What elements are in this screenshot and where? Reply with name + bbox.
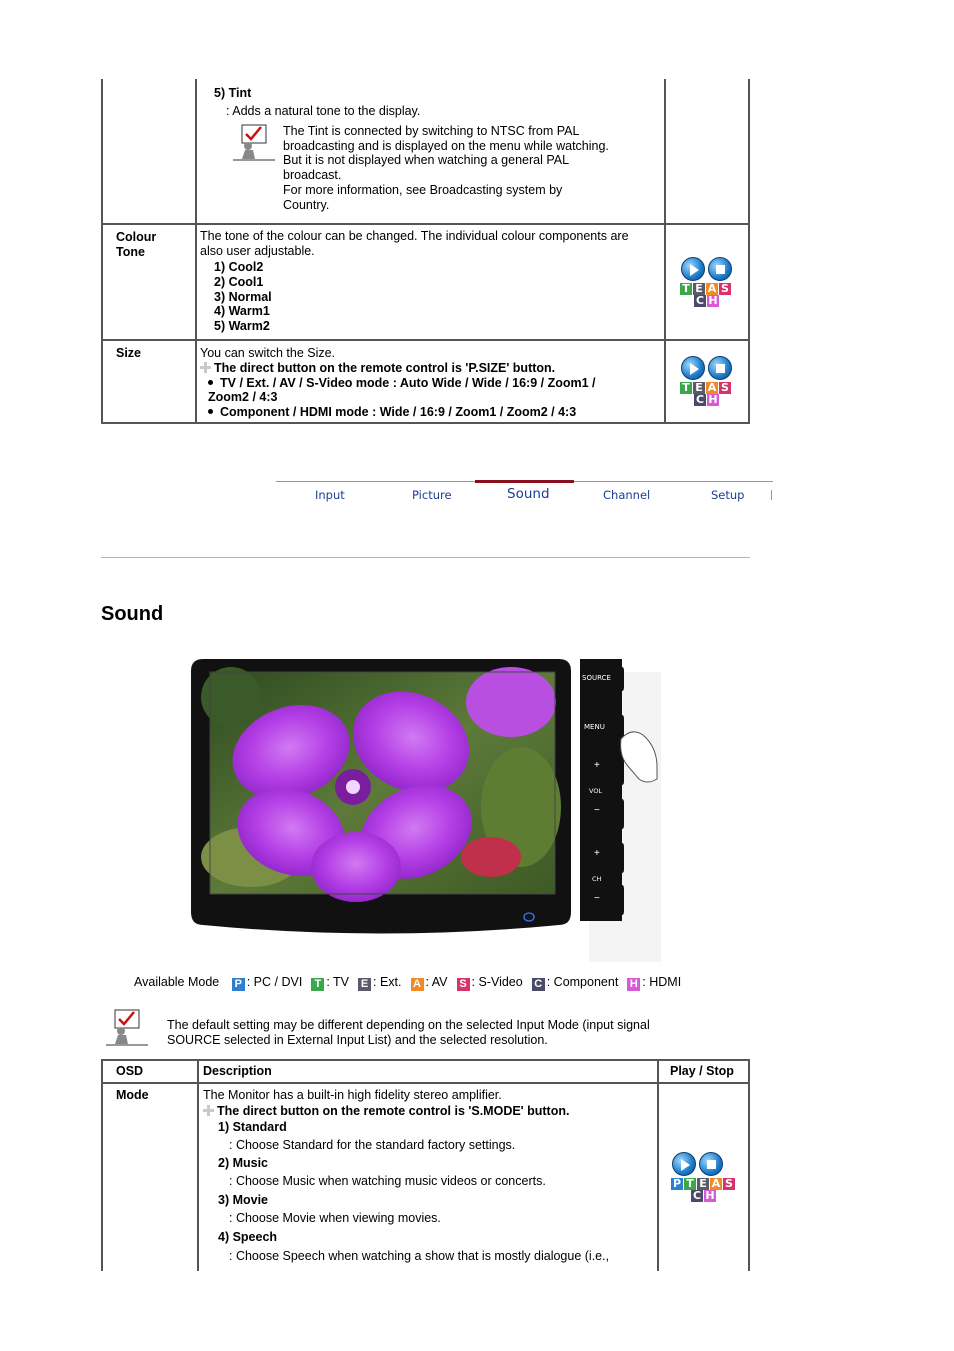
menu-button[interactable]: MENU xyxy=(584,723,605,731)
mode-item-title: 2) Music xyxy=(218,1156,269,1170)
mode-badge-c-icon: C xyxy=(532,978,545,991)
available-mode-text: : S-Video xyxy=(471,975,523,989)
mode-badge-e: E xyxy=(697,1178,709,1190)
mode-badge-c: C xyxy=(695,294,705,307)
available-mode-text: : Ext. xyxy=(373,975,402,989)
mode-description xyxy=(203,1088,653,1119)
header-play-stop: Play / Stop xyxy=(670,1064,734,1078)
option-item: 1) Cool2 xyxy=(214,260,264,274)
option-item: 4) Warm1 xyxy=(214,304,270,319)
tint-title: 5) Tint xyxy=(214,86,252,100)
section-tabs xyxy=(276,481,773,505)
tab-setup[interactable]: Setup xyxy=(711,488,745,502)
tint-note-line: But it is not displayed when watching a general PAL xyxy=(283,153,570,168)
ch-down-button[interactable]: − xyxy=(594,893,600,904)
available-mode-item xyxy=(532,975,619,989)
tint-desc: : Adds a natural tone to the display. xyxy=(226,104,421,118)
mode-item-title: 3) Movie xyxy=(218,1193,269,1207)
default-note-line: SOURCE selected in External Input List) and the selected resolution. xyxy=(167,1033,548,1047)
option-item: 2) Cool1 xyxy=(214,274,264,289)
colour-tone-label xyxy=(116,230,156,260)
mode-badge-p: P xyxy=(672,1177,682,1190)
vol-up-button[interactable]: + xyxy=(594,760,600,771)
mode-item-title: 4) Speech xyxy=(218,1230,278,1244)
plus-icon xyxy=(203,1105,214,1116)
play-icon[interactable] xyxy=(681,257,705,281)
play-icon[interactable] xyxy=(672,1152,696,1176)
available-mode-legend xyxy=(134,975,690,991)
play-icon[interactable] xyxy=(681,356,705,380)
mode-badge-h-icon: H xyxy=(627,978,640,991)
mode-badge-h: H xyxy=(705,1189,715,1202)
vol-label: VOL xyxy=(589,787,603,795)
play-stop-icon[interactable] xyxy=(680,257,734,309)
mode-badge-a: A xyxy=(707,282,717,295)
available-mode-label: Available Mode xyxy=(134,975,220,989)
section-divider xyxy=(101,557,750,558)
active-tab-indicator xyxy=(475,480,574,483)
available-mode-item xyxy=(627,975,681,989)
mode-badge-p-icon: P xyxy=(232,978,245,991)
stop-icon[interactable] xyxy=(699,1152,723,1176)
available-mode-text: : TV xyxy=(326,975,350,989)
size-bullet-1: TV / Ext. / AV / S-Video mode : Auto Wide / Wide / 16:9 / Zoom1 / xyxy=(220,375,596,390)
size-desc xyxy=(200,346,660,420)
mode-badge-c: C xyxy=(695,393,705,406)
mode-item-title: 1) Standard xyxy=(218,1120,287,1134)
available-mode-text: : Component xyxy=(546,975,619,989)
tab-channel[interactable]: Channel xyxy=(603,488,651,502)
default-setting-note xyxy=(167,1018,650,1048)
colour-tone-desc-line: The tone of the colour can be changed. The individual colour components are xyxy=(200,229,629,243)
available-mode-item xyxy=(232,975,303,989)
tint-note-line: broadcasting and is displayed on the menu while watching. xyxy=(283,138,609,153)
available-mode-text: : PC / DVI xyxy=(246,975,303,989)
bullet-icon xyxy=(208,409,213,414)
mode-badge-a-icon: A xyxy=(411,978,424,991)
header-osd: OSD xyxy=(116,1064,144,1078)
ch-label: CH xyxy=(592,875,602,883)
bullet-icon xyxy=(208,380,213,385)
mode-badge-a: A xyxy=(711,1177,721,1190)
mode-badge-h: H xyxy=(708,393,718,406)
header-description: Description xyxy=(203,1064,272,1078)
ch-up-button[interactable]: + xyxy=(594,848,600,859)
mode-badge-s: S xyxy=(719,382,731,394)
monitor-illustration xyxy=(191,657,661,962)
colour-tone-label-line: Tone xyxy=(116,245,145,259)
option-item: 3) Normal xyxy=(214,289,272,304)
size-direct-button: The direct button on the remote control is 'P.SIZE' button. xyxy=(214,360,556,375)
available-mode-item xyxy=(311,975,349,989)
mode-badge-t-icon: T xyxy=(311,978,324,991)
play-stop-icon[interactable] xyxy=(671,1152,737,1204)
mode-item-desc: : Choose Movie when viewing movies. xyxy=(229,1211,441,1225)
stop-icon[interactable] xyxy=(708,356,732,380)
colour-tone-desc xyxy=(200,229,629,259)
mode-badge-t: T xyxy=(680,283,692,295)
tab-input[interactable]: Input xyxy=(315,488,345,502)
table-bottom-border xyxy=(101,422,750,424)
mode-badge-a: A xyxy=(707,381,717,394)
tint-note xyxy=(283,124,609,212)
mode-badge-t: T xyxy=(680,382,692,394)
tab-divider xyxy=(771,490,772,500)
tint-note-line: For more information, see Broadcasting system by xyxy=(283,182,563,197)
colour-tone-label-line: Colour xyxy=(116,230,157,244)
mode-desc-text: The Monitor has a built-in high fidelity stereo amplifier. xyxy=(203,1088,502,1102)
tint-note-line: Country. xyxy=(283,197,330,212)
mode-item-desc: : Choose Music when watching music videos or concerts. xyxy=(229,1174,546,1188)
table-left-border xyxy=(101,79,103,424)
tint-note-line: The Tint is connected by switching to NTSC from PAL xyxy=(283,124,580,138)
note-icon xyxy=(106,1008,150,1048)
size-desc-text: You can switch the Size. xyxy=(200,346,336,360)
mode-item-desc: : Choose Speech when watching a show that is mostly dialogue (i.e., xyxy=(229,1249,610,1263)
size-bullet-2: Component / HDMI mode : Wide / 16:9 / Zoom1 / Zoom2 / 4:3 xyxy=(220,405,577,420)
tint-note-line: broadcast. xyxy=(283,168,342,183)
table-right-border xyxy=(748,79,750,424)
size-bullet-1-cont: Zoom2 / 4:3 xyxy=(208,390,278,405)
available-mode-item xyxy=(411,975,448,989)
mode-items xyxy=(218,1120,658,1267)
mode-badge-e: E xyxy=(693,382,705,394)
option-item: 5) Warm2 xyxy=(214,319,270,334)
plus-icon xyxy=(200,362,211,373)
note-icon xyxy=(233,123,277,163)
mode-badge-s-icon: S xyxy=(457,978,470,991)
tab-picture[interactable]: Picture xyxy=(412,488,452,502)
mode-badge-c: C xyxy=(692,1189,702,1202)
available-mode-item xyxy=(358,975,401,989)
source-button[interactable]: SOURCE xyxy=(582,674,611,682)
available-mode-item xyxy=(457,975,523,989)
colour-tone-desc-line: also user adjustable. xyxy=(200,243,315,258)
mode-badge-h: H xyxy=(708,294,718,307)
mode-direct-button: The direct button on the remote control is 'S.MODE' button. xyxy=(217,1103,570,1118)
play-stop-icon[interactable] xyxy=(680,356,734,408)
mode-badge-e: E xyxy=(693,283,705,295)
stop-icon[interactable] xyxy=(708,257,732,281)
size-label: Size xyxy=(116,346,142,360)
mode-item-desc: : Choose Standard for the standard factory settings. xyxy=(229,1138,516,1152)
sound-table xyxy=(101,1059,750,1351)
page-title: Sound xyxy=(101,603,164,625)
mode-badge-s: S xyxy=(719,283,731,295)
default-note-line: The default setting may be different depending on the selected Input Mode (input signal xyxy=(167,1018,650,1032)
tab-sound[interactable]: Sound xyxy=(507,486,550,502)
mode-badge-t: T xyxy=(684,1178,696,1190)
vol-down-button[interactable]: − xyxy=(594,805,600,816)
mode-badge-e-icon: E xyxy=(358,978,371,991)
mode-badge-s: S xyxy=(723,1178,735,1190)
mode-label: Mode xyxy=(116,1088,149,1102)
available-mode-text: : AV xyxy=(425,975,448,989)
colour-tone-options xyxy=(214,260,272,334)
available-mode-text: : HDMI xyxy=(642,975,682,989)
